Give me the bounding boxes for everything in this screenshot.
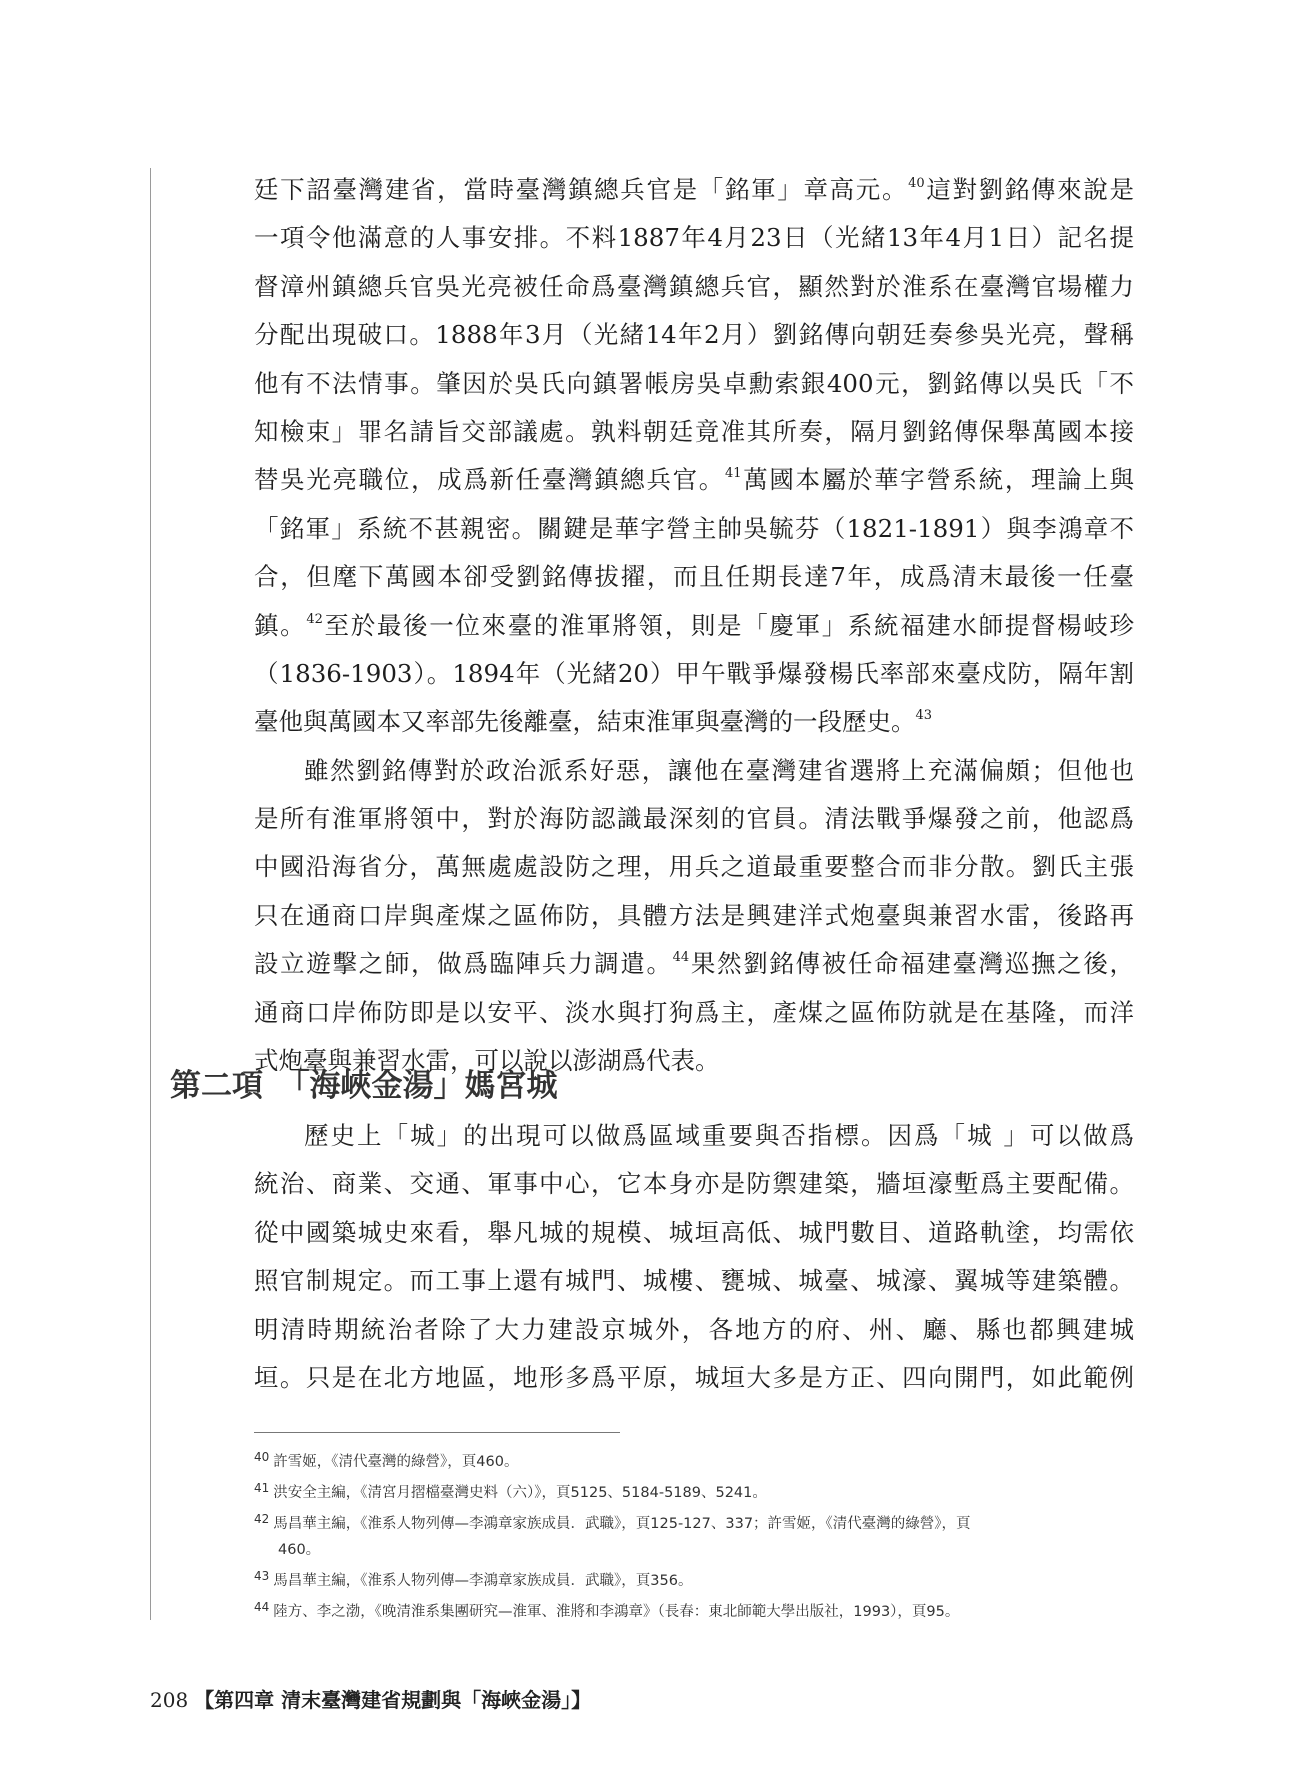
text-line: 通商口岸佈防即是以安平、淡水與打狗爲主，產煤之區佈防就是在基隆，而洋	[254, 997, 1134, 1027]
text-line: 雖然劉銘傳對於政治派系好惡，讓他在臺灣建省選將上充滿偏頗；但他也	[304, 755, 1134, 785]
text-line: 督漳州鎮總兵官吳光亮被任命爲臺灣鎮總兵官，顯然對於淮系在臺灣官場權力	[254, 271, 1134, 301]
footnote-text: 馬昌華主編，《淮系人物列傳—李鴻章家族成員．武職》，頁125-127、337；許雪姬，《清代臺灣的綠營》，頁	[273, 1516, 971, 1532]
footnote-number: 43	[254, 1569, 270, 1583]
footnote-divider	[254, 1432, 620, 1433]
footnote-text: 陸方、李之渤，《晚清淮系集團研究—淮軍、淮將和李鴻章》（長春：東北師範大學出版社，1993），頁95。	[273, 1604, 960, 1620]
text-line: 臺他與萬國本又率部先後離臺，結束淮軍與臺灣的一段歷史。$^{43}$	[254, 707, 933, 737]
text-line: 只在通商口岸與產煤之區佈防，具體方法是興建洋式炮臺與兼習水雷，後路再	[254, 900, 1134, 930]
footnote-ref[interactable]: 40	[908, 176, 925, 191]
page-footer	[150, 1684, 591, 1713]
footnotes	[254, 1444, 1134, 1625]
text-line: 他有不法情事。肇因於吳氏向鎮署帳房吳卓勳索銀400元，劉銘傳以吳氏「不	[254, 368, 1134, 398]
text-line: 統治、商業、交通、軍事中心，它本身亦是防禦建築，牆垣濠塹爲主要配備。	[254, 1169, 1134, 1199]
footnote-text: 許雪姬，《清代臺灣的綠營》，頁460。	[273, 1454, 519, 1470]
text-line: 合，但麾下萬國本卻受劉銘傳拔擢，而且任期長達7年，成爲清末最後一任臺	[254, 562, 1134, 592]
footnote	[254, 1444, 1134, 1475]
text-line: 垣。只是在北方地區，地形多爲平原，城垣大多是方正、四向開門，如此範例	[254, 1362, 1134, 1392]
running-title: 【第四章 清末臺灣建省規劃與「海峽金湯」】	[194, 1688, 592, 1712]
section-heading: 第二項 「海峽金湯」媽宮城	[170, 1068, 558, 1104]
text-line: 式炮臺與兼習水雷，可以說以澎湖爲代表。	[254, 1046, 720, 1076]
text-line: 知檢束」罪名請旨交部議處。孰料朝廷竟准其所奏，隔月劉銘傳保舉萬國本接	[254, 416, 1134, 446]
footnote-ref[interactable]: 44	[672, 950, 690, 966]
text-line: 廷下詔臺灣建省，當時臺灣鎮總兵官是「銘軍」章高元。$^{40}$這對劉銘傳來說是	[254, 175, 1135, 204]
footnote-number: 40	[254, 1450, 270, 1464]
page-number: 208	[150, 1688, 189, 1712]
text-line: 是所有淮軍將領中，對於海防認識最深刻的官員。清法戰爭爆發之前，他認爲	[254, 804, 1134, 834]
text-line: 照官制規定。而工事上還有城門、城樓、甕城、城臺、城濠、翼城等建築體。	[254, 1266, 1134, 1296]
footnote	[254, 1563, 1134, 1594]
text-line: （1836-1903）。1894年（光緒20）甲午戰爭爆發楊氏率部來臺戍防，隔年割	[254, 658, 1134, 688]
text-line: 明清時期統治者除了大力建設京城外，各地方的府、州、廳、縣也都興建城	[254, 1314, 1134, 1344]
footnote-ref[interactable]: 43	[915, 708, 933, 724]
footnote-ref[interactable]: 41	[724, 466, 742, 482]
text-line: 中國沿海省分，萬無處處設防之理，用兵之道最重要整合而非分散。劉氏主張	[254, 852, 1134, 882]
footnote-number: 41	[254, 1481, 270, 1495]
footnote-text: 馬昌華主編，《淮系人物列傳—李鴻章家族成員．武職》，頁356。	[273, 1573, 693, 1589]
text-line: 從中國築城史來看，舉凡城的規模、城垣高低、城門數目、道路軌塗，均需依	[254, 1217, 1134, 1247]
footnote-ref[interactable]: 42	[306, 611, 323, 627]
footnote	[254, 1506, 1134, 1537]
section-text	[254, 1112, 1134, 1402]
text-line: 分配出現破口。1888年3月（光緒14年2月）劉銘傳向朝廷奏參吳光亮，聲稱	[254, 320, 1134, 350]
text-line: 歷史上「城」的出現可以做爲區域重要與否指標。因爲「城 」可以做爲	[304, 1121, 1134, 1150]
text-line: 「銘軍」系統不甚親密。關鍵是華字營主帥吳毓芬（1821-1891）與李鴻章不	[254, 513, 1134, 543]
margin-rule	[150, 168, 151, 1620]
text-line: 一項令他滿意的人事安排。不料1887年4月23日（光緒13年4月1日）記名提	[254, 223, 1134, 253]
footnote-number: 42	[254, 1512, 270, 1526]
footnote-text: 洪安全主編，《清宮月摺檔臺灣史料（六）》，頁5125、5184-5189、5241。	[273, 1485, 767, 1501]
footnote-number: 44	[254, 1600, 270, 1614]
text-line: 替吳光亮職位，成爲新任臺灣鎮總兵官。$^{41}$萬國本屬於華字營系統，理論上與	[254, 465, 1135, 495]
footnote	[254, 1475, 1134, 1506]
body-text	[254, 166, 1134, 1085]
footnote-continuation: 460。	[278, 1542, 321, 1558]
footnote	[254, 1594, 1134, 1625]
text-line: 設立遊擊之師，做爲臨陣兵力調遣。$^{44}$果然劉銘傳被任命福建臺灣巡撫之後，	[254, 949, 1135, 979]
text-line: 鎮。$^{42}$至於最後一位來臺的淮軍將領，則是「慶軍」系統福建水師提督楊岐珍	[254, 610, 1135, 640]
